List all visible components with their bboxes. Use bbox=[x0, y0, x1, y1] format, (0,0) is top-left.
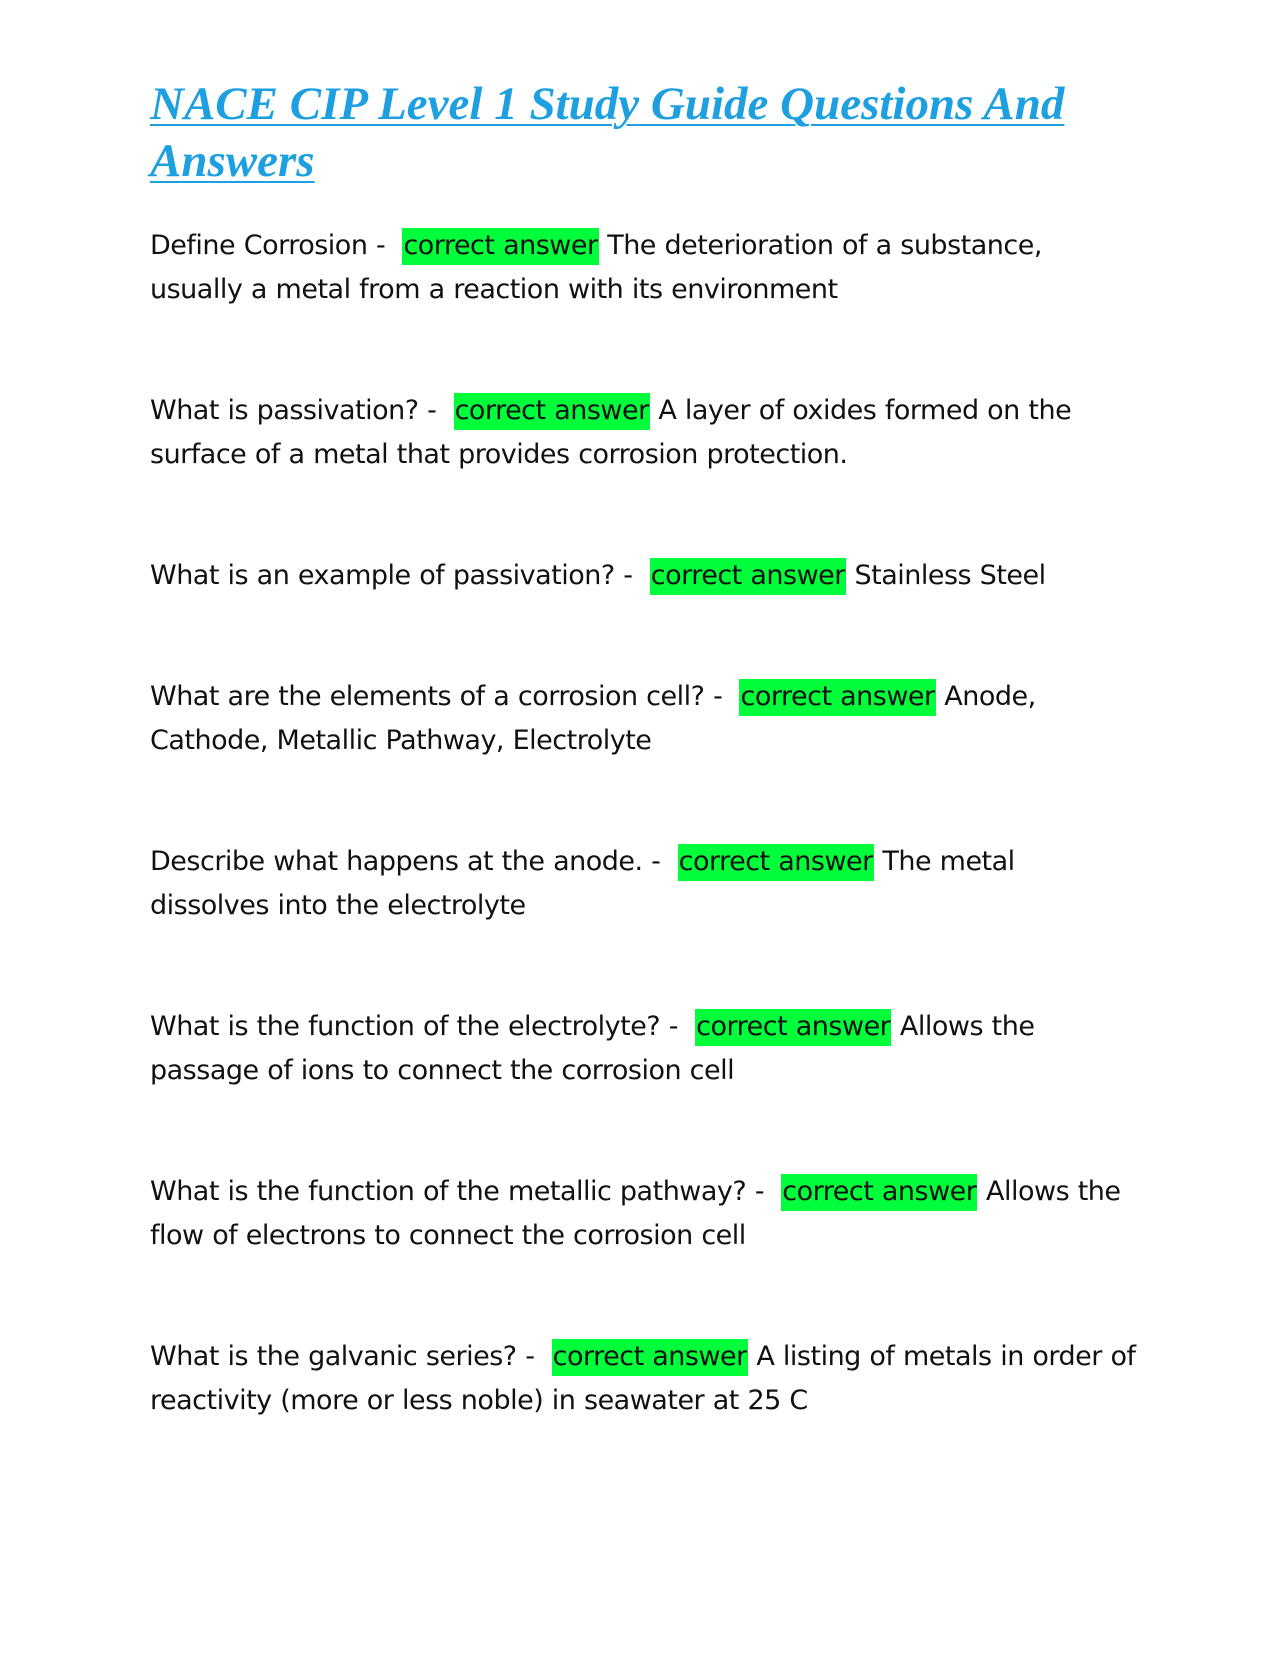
question-text: What is an example of passivation? bbox=[150, 560, 615, 591]
question-text: What is passivation? bbox=[150, 395, 419, 426]
qa-item bbox=[150, 675, 1140, 763]
correct-answer-marker: correct answer bbox=[402, 228, 598, 265]
question-text: Define Corrosion bbox=[150, 230, 368, 261]
answer-text: The deterioration of a substance, usually a metal from a reaction with its environment bbox=[150, 230, 1042, 305]
answer-text: The metal dissolves into the electrolyte bbox=[150, 846, 1015, 921]
answer-text: Allows the flow of electrons to connect the corrosion cell bbox=[150, 1176, 1121, 1251]
qa-item bbox=[150, 554, 1140, 598]
correct-answer-marker: correct answer bbox=[552, 1339, 748, 1376]
document-title: NACE CIP Level 1 Study Guide Questions And Answers bbox=[150, 78, 1065, 187]
answer-text: A layer of oxides formed on the surface of a metal that provides corrosion protection. bbox=[150, 395, 1072, 470]
qa-list bbox=[150, 224, 1140, 1423]
answer-text: Anode, Cathode, Metallic Pathway, Electrolyte bbox=[150, 681, 1036, 756]
question-text: Describe what happens at the anode. bbox=[150, 846, 643, 877]
correct-answer-marker: correct answer bbox=[739, 679, 935, 716]
qa-item bbox=[150, 224, 1140, 312]
question-separator: - bbox=[704, 681, 740, 712]
question-separator: - bbox=[642, 846, 678, 877]
question-text: What are the elements of a corrosion cell? bbox=[150, 681, 705, 712]
qa-item bbox=[150, 389, 1140, 477]
question-text: What is the function of the electrolyte? bbox=[150, 1011, 661, 1042]
question-text: What is the galvanic series? bbox=[150, 1341, 517, 1372]
question-separator: - bbox=[418, 395, 454, 426]
qa-item bbox=[150, 1005, 1140, 1093]
document-page bbox=[150, 76, 1140, 1423]
correct-answer-marker: correct answer bbox=[695, 1009, 891, 1046]
correct-answer-marker: correct answer bbox=[678, 844, 874, 881]
question-separator: - bbox=[746, 1176, 782, 1207]
question-separator: - bbox=[516, 1341, 552, 1372]
question-separator: - bbox=[660, 1011, 696, 1042]
question-text: What is the function of the metallic pathway? bbox=[150, 1176, 747, 1207]
answer-text: Allows the passage of ions to connect the corrosion cell bbox=[150, 1011, 1035, 1086]
answer-text: Stainless Steel bbox=[854, 560, 1046, 591]
correct-answer-marker: correct answer bbox=[781, 1174, 977, 1211]
correct-answer-marker: correct answer bbox=[454, 393, 650, 430]
qa-item bbox=[150, 1170, 1140, 1258]
qa-item bbox=[150, 840, 1140, 928]
question-separator: - bbox=[367, 230, 403, 261]
answer-text: A listing of metals in order of reactivity (more or less noble) in seawater at 25 C bbox=[150, 1341, 1136, 1416]
correct-answer-marker: correct answer bbox=[650, 558, 846, 595]
question-separator: - bbox=[614, 560, 650, 591]
qa-item bbox=[150, 1335, 1140, 1423]
